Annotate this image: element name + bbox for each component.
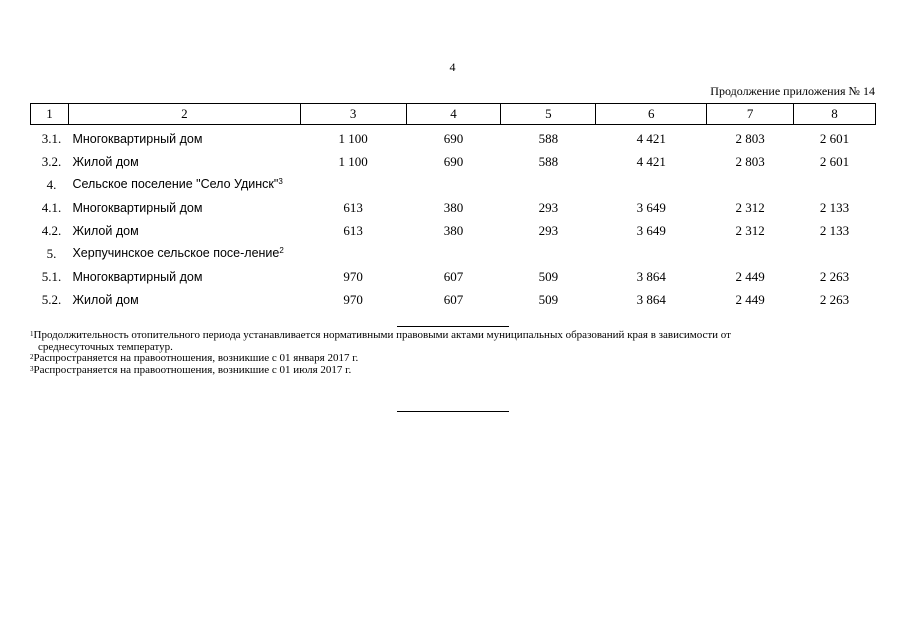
- row-name-text: Жилой дом: [72, 155, 139, 169]
- cell-value: 690: [443, 154, 464, 169]
- cell-value: 2 263: [819, 292, 850, 307]
- row-name-text: Жилой дом: [72, 293, 139, 307]
- table-row: [31, 125, 876, 153]
- cell-value: 509: [538, 269, 559, 284]
- cell-value: 2 601: [819, 131, 850, 146]
- cell-value: 607: [443, 269, 464, 284]
- cell-value: [794, 175, 876, 198]
- footnote-mark: 3: [278, 177, 283, 186]
- row-name-text: Херпучинское сельское посе-ление: [72, 246, 280, 260]
- cell-value: [707, 175, 794, 198]
- row-name: [68, 175, 300, 198]
- row-name-text: Жилой дом: [72, 224, 139, 238]
- cell-value: 3 649: [636, 200, 666, 215]
- row-name: [68, 290, 300, 313]
- row-name: [68, 125, 300, 153]
- row-number: 4.: [46, 177, 57, 192]
- cell-value: [707, 244, 794, 267]
- column-header: 8: [794, 104, 876, 125]
- cell-value: 2 133: [819, 200, 850, 215]
- table-header-row: [31, 104, 876, 125]
- cell-value: 970: [343, 292, 363, 307]
- row-name-text: Многоквартирный дом: [72, 270, 203, 284]
- footnote-number: 1: [30, 330, 34, 338]
- footnote-divider: [397, 326, 509, 327]
- column-header: 2: [68, 104, 300, 125]
- table-row: [31, 290, 876, 313]
- row-name: [68, 152, 300, 175]
- page-number: 4: [449, 60, 456, 74]
- cell-value: 4 421: [636, 131, 666, 146]
- cell-value: 2 601: [819, 154, 850, 169]
- footnote-text: Распространяется на правоотношения, возникшие с 01 января 2017 г.: [33, 352, 359, 364]
- row-name: [68, 244, 300, 267]
- cell-value: 607: [443, 292, 464, 307]
- cell-value: 380: [443, 223, 464, 238]
- table-row-group: [31, 244, 876, 267]
- end-divider: [397, 411, 509, 412]
- row-name-text: Многоквартирный дом: [72, 132, 203, 146]
- row-number: 5.: [46, 246, 57, 261]
- column-header: 1: [31, 104, 69, 125]
- cell-value: 4 421: [636, 154, 666, 169]
- cell-value: [596, 175, 707, 198]
- row-name: [68, 198, 300, 221]
- cell-value: 2 133: [819, 223, 850, 238]
- row-number: 5.1.: [41, 269, 62, 284]
- table-row: [31, 152, 876, 175]
- cell-value: 380: [443, 200, 464, 215]
- footnote-number: 3: [30, 364, 34, 373]
- footnote-number: 2: [30, 353, 34, 361]
- cell-value: 2 449: [735, 269, 765, 284]
- cell-value: 588: [538, 154, 559, 169]
- continuation-label: Продолжение приложения № 14: [710, 84, 875, 98]
- footnotes: [30, 330, 876, 376]
- table-row: [31, 267, 876, 290]
- cell-value: 613: [343, 200, 363, 215]
- tariff-table: [30, 103, 876, 313]
- column-header: 4: [406, 104, 501, 125]
- row-number: 4.2.: [41, 223, 62, 238]
- cell-value: 2 312: [735, 223, 765, 238]
- cell-value: 2 263: [819, 269, 850, 284]
- cell-value: 1 100: [338, 131, 368, 146]
- row-number: 3.1.: [41, 131, 62, 146]
- row-name-text: Сельское поселение "Село Удинск": [72, 177, 279, 191]
- footnote: [30, 330, 876, 353]
- cell-value: 613: [343, 223, 363, 238]
- row-name-text: Многоквартирный дом: [72, 201, 203, 215]
- cell-value: [406, 175, 501, 198]
- row-number: 5.2.: [41, 292, 62, 307]
- cell-value: [501, 244, 596, 267]
- footnote-mark: 2: [279, 246, 284, 255]
- cell-value: 293: [538, 200, 559, 215]
- cell-value: 293: [538, 223, 559, 238]
- column-header: 3: [300, 104, 406, 125]
- column-header: 5: [501, 104, 596, 125]
- cell-value: 2 803: [735, 131, 765, 146]
- row-name: [68, 267, 300, 290]
- cell-value: 3 864: [636, 269, 666, 284]
- row-name: [68, 221, 300, 244]
- cell-value: [501, 175, 596, 198]
- cell-value: [300, 175, 406, 198]
- footnote-text: Распространяется на правоотношения, возникшие с 01 июля 2017 г.: [33, 363, 352, 376]
- cell-value: 1 100: [338, 154, 368, 169]
- column-header: 6: [596, 104, 707, 125]
- cell-value: 2 803: [735, 154, 765, 169]
- cell-value: [794, 244, 876, 267]
- column-header: 7: [707, 104, 794, 125]
- cell-value: [596, 244, 707, 267]
- row-number: 4.1.: [41, 200, 62, 215]
- footnote-text: Продолжительность отопительного периода устанавливается нормативными правовыми актами муниципальных образований края в зависимости от: [33, 329, 731, 341]
- cell-value: 588: [538, 131, 559, 146]
- row-number: 3.2.: [41, 154, 62, 169]
- table-row-group: [31, 175, 876, 198]
- cell-value: 970: [343, 269, 363, 284]
- cell-value: 2 449: [735, 292, 765, 307]
- cell-value: 3 864: [636, 292, 666, 307]
- cell-value: [406, 244, 501, 267]
- footnote-text-continuation: среднесуточных температур.: [38, 340, 173, 353]
- cell-value: 509: [538, 292, 559, 307]
- footnote: [30, 365, 876, 377]
- table-row: [31, 221, 876, 244]
- cell-value: 2 312: [735, 200, 765, 215]
- cell-value: 3 649: [636, 223, 666, 238]
- cell-value: 690: [443, 131, 464, 146]
- table-row: [31, 198, 876, 221]
- cell-value: [300, 244, 406, 267]
